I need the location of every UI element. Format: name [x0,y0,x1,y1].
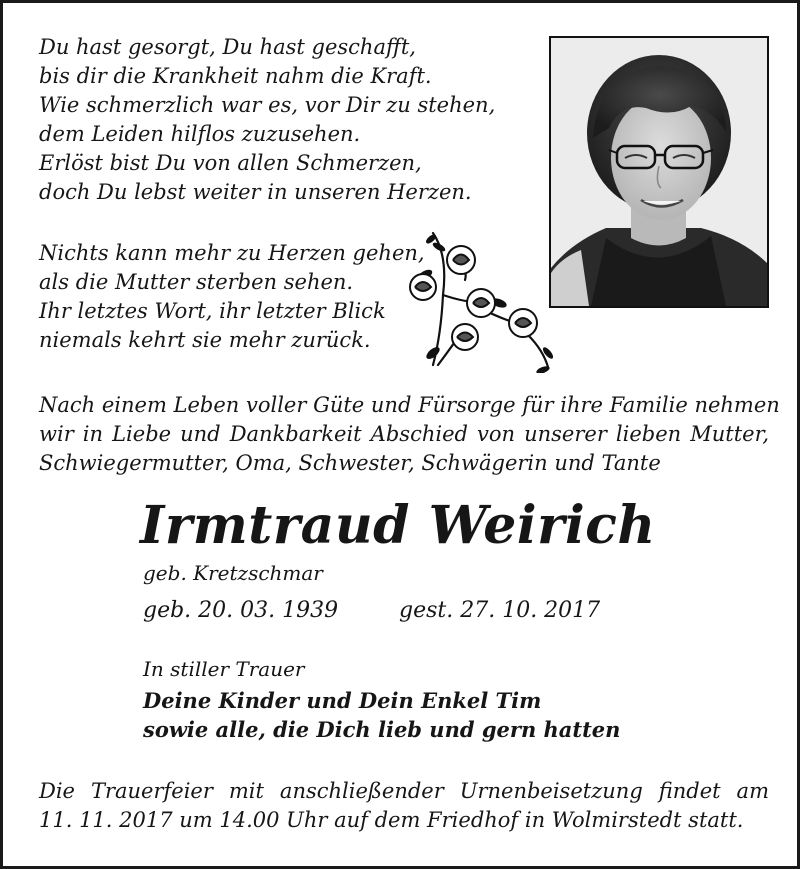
birth-date: geb. 20. 03. 1939 [143,598,339,623]
intro-line: wir in Liebe und Dankbarkeit Abschied von unserer lieben Mutter, [39,422,769,446]
poem-verse-1 [39,33,495,207]
poem-line: bis dir die Krankheit nahm die Kraft. [39,64,432,88]
poem-line: dem Leiden hilflos zuzusehen. [39,122,361,146]
poem-line: doch Du lebst weiter in unseren Herzen. [39,180,472,204]
death-date: gest. 27. 10. 2017 [399,598,601,623]
intro-line: Schwiegermutter, Oma, Schwester, Schwägerin und Tante [39,451,661,475]
funeral-line: Die Trauerfeier mit anschließender Urnenbeisetzung findet am [39,779,769,803]
roses-icon [403,225,568,373]
mourners-line-1: Deine Kinder und Dein Enkel Tim [143,688,542,713]
poem-line: Wie schmerzlich war es, vor Dir zu stehen, [39,93,496,117]
poem-line: als die Mutter sterben sehen. [39,270,354,294]
poem-line: Nichts kann mehr zu Herzen gehen, [39,241,425,265]
intro-line: Nach einem Leben voller Güte und Fürsorge für ihre Familie nehmen [39,393,780,417]
funeral-line: 11. 11. 2017 um 14.00 Uhr auf dem Friedhof in Wolmirstedt statt. [39,808,744,832]
mourning-label: In stiller Trauer [143,657,305,681]
portrait-photo [549,36,769,308]
poem-line: Du hast gesorgt, Du hast geschafft, [39,35,416,59]
roses-illustration [403,225,568,373]
deceased-name: Irmtraud Weirich [140,495,656,556]
poem-line: niemals kehrt sie mehr zurück. [39,328,371,352]
funeral-info [39,777,769,835]
poem-line: Erlöst bist Du von allen Schmerzen, [39,151,422,175]
maiden-name: geb. Kretzschmar [143,561,323,585]
poem-verse-2 [39,239,425,355]
portrait-image [551,38,767,306]
poem-line: Ihr letztes Wort, ihr letzter Blick [39,299,386,323]
mourners-line-2: sowie alle, die Dich lieb und gern hatten [143,717,621,742]
intro-text [39,391,780,478]
